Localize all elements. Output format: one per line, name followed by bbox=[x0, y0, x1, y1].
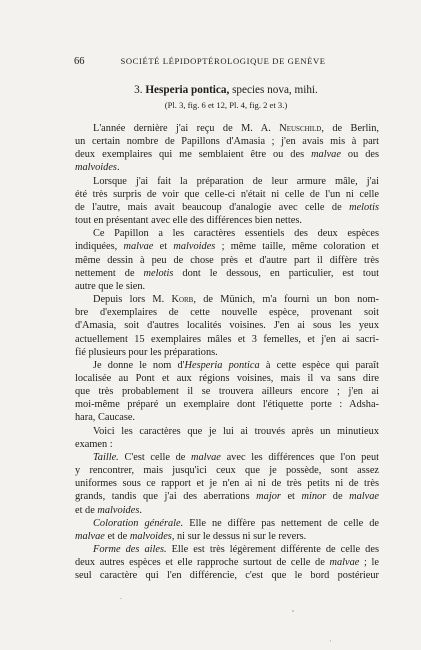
text-line: grands, tandis que j'ai des aberrations major et minor de malvae bbox=[75, 491, 379, 503]
page-number: 66 bbox=[74, 56, 85, 67]
print-speck bbox=[330, 640, 331, 642]
text-line: bre d'exemplaires de cette nouvelle espèce, provenant soit bbox=[75, 307, 379, 319]
text-line: de l'autre, mais avait beaucoup d'analogie avec celle de melotis bbox=[75, 201, 379, 213]
text-line: que très probablement il se trouvera ailleurs encore ; j'en ai bbox=[75, 386, 379, 398]
text-line: malvae et de malvoides, ni sur le dessus ni sur le revers. bbox=[75, 530, 307, 542]
plate-references: (Pl. 3, fig. 6 et 12, Pl. 4, fig. 2 et 3.) bbox=[164, 100, 288, 110]
text-line: L'année dernière j'ai reçu de M. A. Neuschild, de Berlin, bbox=[93, 123, 379, 134]
article-subtitle: species nova, mihi. bbox=[232, 84, 318, 96]
text-line: deux exemplaires qui me semblaient être ou des malvae ou des bbox=[75, 149, 379, 161]
text-line: même dessin à peu de chose près et d'autre part il diffère très bbox=[75, 254, 379, 266]
text-line: malvoides. bbox=[75, 162, 120, 174]
text-line: Ce Papillon a les caractères essentiels des deux espèces bbox=[93, 228, 379, 240]
running-title: SOCIÉTÉ LÉPIDOPTÉROLOGIQUE DE GENÈVE bbox=[120, 56, 326, 66]
text-line: uniformes sous ce rapport et je n'en ai ni de très petits ni de très bbox=[75, 478, 379, 490]
text-line: Coloration générale. Elle ne diffère pas nettement de celle de bbox=[93, 517, 380, 529]
text-line: Depuis lors M. Korb, de Münich, m'a fourni un bon nom- bbox=[93, 294, 379, 306]
print-speck bbox=[292, 610, 294, 612]
text-line: Lorsque j'ai fait la préparation de leur armure mâle, j'ai bbox=[93, 175, 379, 187]
text-line: Je donne le nom d'Hesperia pontica à cette espèce qui paraît bbox=[93, 359, 379, 371]
text-line: hara, Caucase. bbox=[75, 412, 136, 424]
article-title bbox=[74, 84, 378, 97]
text-line: Forme des ailes. Elle est très légèrement différente de celle des bbox=[93, 544, 379, 555]
text-line: actuellement 15 exemplaires mâles et 3 femelles, et j'en ai sacri- bbox=[75, 333, 379, 345]
text-line: tout en présentant avec elle des différences bien nettes. bbox=[75, 215, 302, 227]
article-body bbox=[75, 122, 379, 582]
text-line: seul caractère qui l'en différencie, c'est que le bord postérieur bbox=[75, 570, 379, 582]
text-line: localisée au Pont et aux régions voisines, mais il va sans dire bbox=[75, 372, 379, 384]
text-line: autre que le sien. bbox=[75, 280, 146, 292]
running-header bbox=[74, 56, 374, 67]
text-line: indiquées, malvae et malvoides ; même taille, même coloration et bbox=[75, 241, 379, 253]
text-line: été très surpris de voir que celle-ci n'était ni celle de l'un ni celle bbox=[75, 188, 379, 200]
text-line: examen : bbox=[75, 438, 113, 450]
text-line: un certain nombre de Papillons d'Amasia ; j'en avais mis à part bbox=[75, 136, 379, 148]
text-line: et de malvoides. bbox=[75, 504, 142, 516]
article-number: 3. bbox=[134, 84, 143, 96]
species-name: Hesperia pontica, bbox=[145, 84, 230, 96]
text-line: Voici les caractères que je lui ai trouvés après un minutieux bbox=[93, 425, 379, 437]
text-line: fié plusieurs pour les préparations. bbox=[75, 346, 218, 358]
text-line: nettement de melotis dont le dessous, en particulier, est tout bbox=[75, 267, 379, 279]
text-line: d'Amasia, soit d'autres localités voisines. J'en ai sous les yeux bbox=[75, 320, 379, 332]
text-line: deux autres espèces et elle rapproche surtout de celle de malvae ; le bbox=[75, 557, 379, 569]
text-line: Taille. C'est celle de malvae avec les différences que l'on peut bbox=[93, 451, 379, 463]
text-line: moi-même préparé un exemplaire dont l'étiquette porte : Adsha- bbox=[75, 399, 379, 411]
print-speck bbox=[120, 598, 122, 599]
text-line: y rencontrer, mais jusqu'ici ceux que je possède, sont assez bbox=[75, 465, 379, 477]
